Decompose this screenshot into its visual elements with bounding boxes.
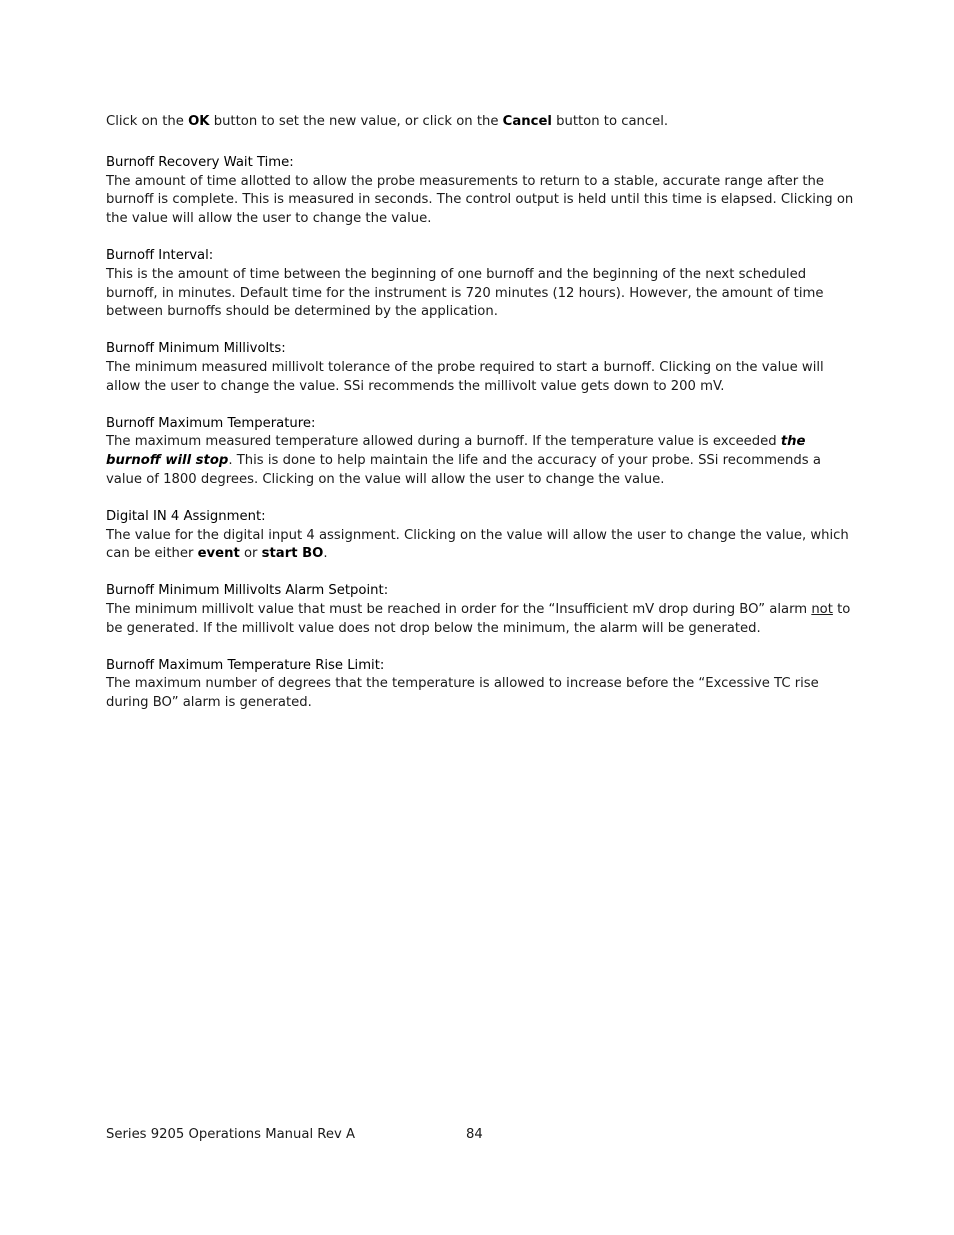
section-body: The amount of time allotted to allow the probe measurements to return to a stable, accurate range after the burnoff is complete. This is measured in seconds. The control output is held until this time is elapsed. Clicking on the value will allow the user to change the value. [106, 173, 854, 227]
section-interval [106, 247, 854, 322]
section-heading: Burnoff Minimum Millivolts Alarm Setpoint: [106, 583, 389, 599]
section-digital-in-4 [106, 508, 854, 564]
section-max-temperature [106, 415, 854, 490]
section-body: The value for the digital input 4 assignment. Clicking on the value will allow the user to change the value, which can be either event or start BO. [106, 527, 849, 562]
footer-manual-title: Series 9205 Operations Manual Rev A [106, 1127, 356, 1142]
emphasis-text: the burnoff will stop [106, 434, 806, 469]
intro-paragraph: Click on the OK button to set the new value, or click on the Cancel button to cancel. [106, 114, 669, 129]
section-recovery-wait [106, 154, 854, 229]
ok-button-reference: OK [188, 114, 210, 129]
section-max-temp-rise [106, 657, 854, 713]
option-start-bo: start BO [261, 546, 324, 562]
section-body: The minimum millivolt value that must be reached in order for the “Insufficient mV drop during BO” alarm not to be generated. If the millivolt value does not drop below the minimum, the alarm will be generated. [106, 601, 851, 636]
section-body: The maximum measured temperature allowed during a burnoff. If the temperature value is exceeded the burnoff will stop. This is done to help maintain the life and the accuracy of your probe. SSi recommends a value of 1800 degrees. Clicking on the value will allow the user to change the value. [106, 434, 821, 487]
cancel-button-reference: Cancel [502, 114, 552, 129]
footer-page-number: 84 [466, 1127, 483, 1142]
section-heading: Burnoff Minimum Millivolts: [106, 341, 286, 357]
document-body [106, 113, 854, 731]
section-min-millivolts [106, 340, 854, 396]
section-body: The maximum number of degrees that the temperature is allowed to increase before the “Excessive TC rise during BO” alarm is generated. [106, 676, 819, 711]
option-event: event [197, 546, 240, 562]
section-body: The minimum measured millivolt tolerance of the probe required to start a burnoff. Clicking on the value will allow the user to change the value. SSi recommends the millivolt value gets down to 200 mV. [106, 359, 824, 394]
section-heading: Digital IN 4 Assignment: [106, 508, 266, 524]
section-heading: Burnoff Maximum Temperature Rise Limit: [106, 657, 385, 673]
section-body: This is the amount of time between the beginning of one burnoff and the beginning of the next scheduled burnoff, in minutes. Default time for the instrument is 720 minutes (12 hours). However, the amount of time between burnoffs should be determined by the application. [106, 266, 824, 320]
section-heading: Burnoff Maximum Temperature: [106, 415, 316, 431]
section-heading: Burnoff Interval: [106, 247, 214, 263]
section-heading: Burnoff Recovery Wait Time: [106, 154, 294, 170]
underlined-text: not [811, 601, 833, 617]
section-min-mv-alarm [106, 582, 854, 638]
